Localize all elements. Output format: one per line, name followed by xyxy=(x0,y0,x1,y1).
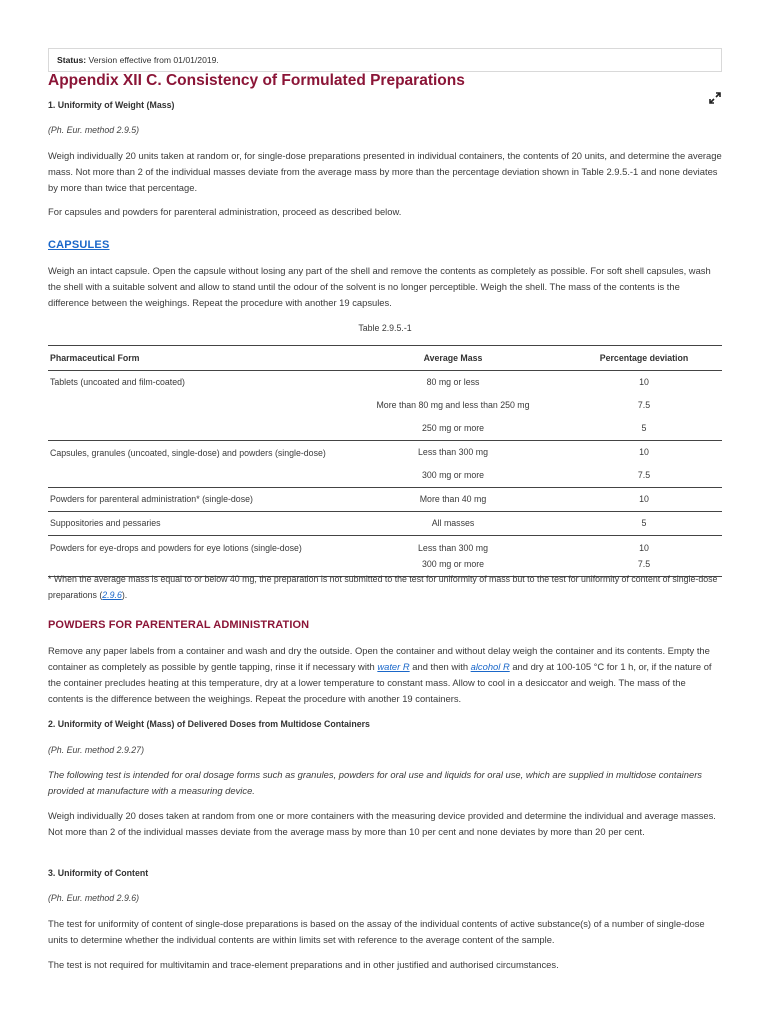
alcohol-r-link[interactable]: alcohol R xyxy=(470,661,510,672)
uniformity-table-wrap xyxy=(48,345,722,577)
document-page xyxy=(48,48,722,970)
table-row: Tablets (uncoated and film-coated) 80 mg or less 10 xyxy=(50,377,649,387)
table-row: Capsules, granules (uncoated, single-dose) and powders (single-dose) Less than 300 mg 10 xyxy=(48,441,722,465)
capsules-para: Weigh an intact capsule. Open the capsule without losing any part of the shell and remove the contents as completely as possible. For soft shell capsules, wash the shell with a suitable solvent and allow to stand until the odour of the solvent is no longer perceptible. Weigh the shell. The mass of the contents is the difference between the weighings. Repeat the procedure with another 19 capsules. xyxy=(48,265,711,308)
capsules-heading-link[interactable]: CAPSULES xyxy=(48,239,110,251)
section1-method: (Ph. Eur. method 2.9.5) xyxy=(48,125,140,135)
page-title: Appendix XII C. Consistency of Formulated Preparations xyxy=(48,72,465,89)
table-footnote: * When the average mass is equal to or below 40 mg, the preparation is not submitted to the test for uniformity of mass but to the test for uniformity of content of single-dose preparations (2.9.6). xyxy=(48,574,718,600)
status-box xyxy=(48,48,722,72)
table-caption: Table 2.9.5.-1 xyxy=(358,323,412,333)
table-row: Suppositories and pessaries All masses 5 xyxy=(48,512,722,536)
section2-para: Weigh individually 20 doses taken at random from one or more containers with the measuring device provided and determine the individual and average masses. Not more than 2 of the individual masses deviate from the average mass by more than 10 per cent and none deviates by more than 20 per cent. xyxy=(48,810,716,837)
water-r-link[interactable]: water R xyxy=(377,661,410,672)
section1-para1: Weigh individually 20 units taken at random or, for single-dose preparations presented in individual containers, the contents of 20 units, and determine the average mass. Not more than 2 of the individual masses deviate from the average mass by more than the percentage deviation shown in Table 2.9.5.-1 and none deviates by more than twice that percentage. xyxy=(48,150,722,193)
section3-para1: The test for uniformity of content of single-dose preparations is based on the assay of the individual contents of active substance(s) of a number of single-dose units to determine whether the individual contents are within limits set with reference to the average content of the sample. xyxy=(48,918,705,945)
table-header: Pharmaceutical Form xyxy=(48,346,340,371)
table-row: 250 mg or more 5 xyxy=(48,417,722,441)
footnote-link-2-9-6[interactable]: 2.9.6 xyxy=(102,590,122,600)
table-row: Powders for parenteral administration* (single-dose) More than 40 mg 10 xyxy=(48,488,722,512)
section1-para2: For capsules and powders for parenteral administration, proceed as described below. xyxy=(48,206,402,217)
table-row: More than 80 mg and less than 250 mg 7.5 xyxy=(376,400,651,410)
table-row: Powders for eye-drops and powders for eye lotions (single-dose) Less than 300 mg 10 xyxy=(48,536,722,557)
section2-heading: 2. Uniformity of Weight (Mass) of Delivered Doses from Multidose Containers xyxy=(48,719,370,729)
section3-para2: The test is not required for multivitamin and trace-element preparations and in other justified and authorised circumstances. xyxy=(48,959,559,970)
table-header: Percentage deviation xyxy=(566,346,722,371)
uniformity-table xyxy=(48,345,722,577)
section1-heading: 1. Uniformity of Weight (Mass) xyxy=(48,100,175,110)
table-row: 300 mg or more 7.5 xyxy=(48,556,722,577)
table-row: 300 mg or more 7.5 xyxy=(48,464,722,488)
status-text: Version effective from 01/01/2019. xyxy=(88,55,219,65)
section3-method: (Ph. Eur. method 2.9.6) xyxy=(48,893,140,903)
section2-intro: The following test is intended for oral dosage forms such as granules, powders for oral use and liquids for oral use, which are supplied in multidose containers provided at manufacture with a measuring device. xyxy=(48,769,702,796)
section2-method: (Ph. Eur. method 2.9.27) xyxy=(48,745,145,755)
status-label: Status: xyxy=(57,55,87,65)
table-header: Average Mass xyxy=(340,346,566,371)
powders-heading: POWDERS FOR PARENTERAL ADMINISTRATION xyxy=(48,619,310,631)
powders-para: Remove any paper labels from a container and wash and dry the outside. Open the container and without delay weigh the container and its contents. Empty the container as completely as possible by gentle tapping, rinse it if necessary with water R and then with alcohol R and dry at 100-105 °C for 1 h, or, if the nature of the container precludes heating at this temperature, dry at a lower temperature to constant mass. Allow to cool in a desiccator and weigh. The mass of the contents is the difference between the weighings. Repeat the procedure with another 19 containers. xyxy=(48,645,712,704)
section3-heading: 3. Uniformity of Content xyxy=(48,868,149,878)
